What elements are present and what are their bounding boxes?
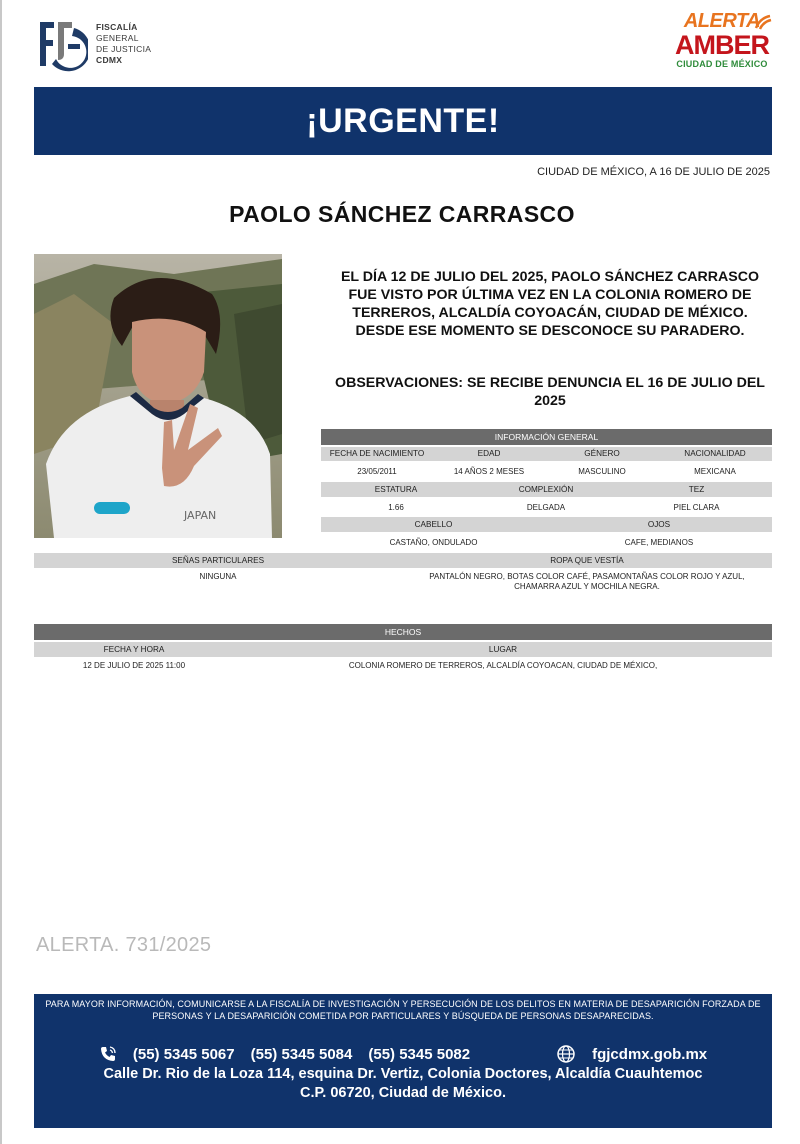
fgj-logo [34, 14, 151, 74]
fgj-text-line-3: DE JUSTICIA [96, 44, 152, 54]
urgent-banner [34, 87, 772, 155]
footer-info-text: PARA MAYOR INFORMACIÓN, COMUNICARSE A LA FISCALÍA DE INVESTIGACIÓN Y PERSECUCIÓN DE LOS DELITOS EN MATERIA DE DESAPARICIÓN FORZADA DE PERSONAS Y LA DESAPARICIÓN COMETIDA POR PARTICULARES Y BÚSQUEDA DE PERSONAS DESAPARECIDAS. [45, 999, 761, 1021]
value-skin: PIEL CLARA [673, 503, 720, 512]
missing-person-photo [34, 254, 282, 538]
amber-logo-amber: AMBER [675, 30, 769, 60]
value-distinguishing-marks: NINGUNA [199, 572, 237, 581]
header-nationality: NACIONALIDAD [684, 449, 746, 458]
header-skin: TEZ [688, 485, 705, 494]
value-date-time: 12 DE JULIO DE 2025 11:00 [82, 661, 186, 670]
value-hair: CASTAÑO, ONDULADO [389, 538, 478, 547]
phone-1[interactable]: (55) 5345 5067 [132, 1045, 235, 1063]
value-height: 1.66 [388, 503, 404, 512]
header-clothing: ROPA QUE VESTÍA [550, 556, 624, 565]
phone-3[interactable]: (55) 5345 5082 [368, 1045, 471, 1063]
person-photo-illustration [34, 254, 282, 538]
hechos-header: HECHOS [34, 624, 772, 640]
phone-icon [99, 1045, 117, 1063]
value-age: 14 AÑOS 2 MESES [453, 467, 525, 476]
address-line-2: C.P. 06720, Ciudad de México. [299, 1085, 507, 1101]
alert-number: ALERTA. 731/2025 [36, 934, 212, 956]
broadcast-wave-icon [754, 14, 774, 30]
value-clothing-line-1: PANTALÓN NEGRO, BOTAS COLOR CAFÉ, PASAMONTAÑAS COLOR ROJO Y AZUL, [429, 572, 745, 581]
header-age: EDAD [477, 449, 501, 458]
phone-2[interactable]: (55) 5345 5084 [250, 1045, 353, 1063]
value-clothing-line-2: CHAMARRA AZUL Y MOCHILA NEGRA. [514, 582, 660, 591]
value-eyes: CAFE, MEDIANOS [624, 538, 694, 547]
amber-logo-cdmx: CIUDAD DE MÉXICO [676, 59, 768, 69]
disappearance-description: EL DÍA 12 DE JULIO DEL 2025, PAOLO SÁNCHEZ CARRASCO FUE VISTO POR ÚLTIMA VEZ EN LA COLONIA ROMERO DE TERREROS, ALCALDÍA COYOACÁN, CIUDAD DE MÉXICO. DESDE ESE MOMENTO SE DESCONOCE SU PARADERO. [340, 269, 760, 339]
fgj-text-line-1: FISCALÍA [96, 22, 138, 32]
alerta-amber-logo [668, 10, 776, 86]
missing-person-name: PAOLO SÁNCHEZ CARRASCO [229, 201, 575, 227]
value-birthdate: 23/05/2011 [357, 467, 397, 476]
fgj-text-line-2: GENERAL [96, 33, 139, 43]
header-distinguishing-marks: SEÑAS PARTICULARES [171, 556, 265, 565]
value-gender: MASCULINO [578, 467, 626, 476]
contact-footer [34, 994, 772, 1128]
info-general-header: INFORMACIÓN GENERAL [321, 429, 772, 445]
header-eyes: OJOS [647, 520, 671, 529]
svg-text:JAPAN: JAPAN [184, 509, 217, 522]
page-left-border [0, 0, 2, 1144]
issue-date: CIUDAD DE MÉXICO, A 16 DE JULIO DE 2025 [537, 166, 770, 178]
contact-row [34, 1044, 772, 1064]
value-nationality: MEXICANA [694, 467, 736, 476]
value-place: COLONIA ROMERO DE TERREROS, ALCALDÍA COYOACAN, CIUDAD DE MÉXICO, [348, 661, 658, 670]
header-date-time: FECHA Y HORA [103, 645, 165, 654]
web-globe-icon [556, 1044, 576, 1064]
header-height: ESTATURA [374, 485, 418, 494]
header-build: COMPLEXIÓN [518, 485, 574, 494]
fgj-text-line-4: CDMX [96, 55, 123, 65]
observations: OBSERVACIONES: SE RECIBE DENUNCIA EL 16 DE JULIO DEL 2025 [335, 375, 765, 409]
urgent-title: ¡URGENTE! [306, 101, 500, 140]
address-line-1: Calle Dr. Rio de la Loza 114, esquina Dr. Vertiz, Colonia Doctores, Alcaldía Cuauhtemoc [103, 1066, 703, 1082]
fgj-emblem-icon [34, 14, 88, 74]
amber-logo-alerta: ALERTA [683, 10, 761, 32]
header-birthdate: FECHA DE NACIMIENTO [329, 449, 425, 458]
website-link[interactable]: fgjcdmx.gob.mx [592, 1045, 708, 1063]
header-place: LUGAR [488, 645, 518, 654]
value-build: DELGADA [526, 503, 566, 512]
header-hair: CABELLO [414, 520, 453, 529]
header-gender: GÉNERO [584, 449, 620, 458]
